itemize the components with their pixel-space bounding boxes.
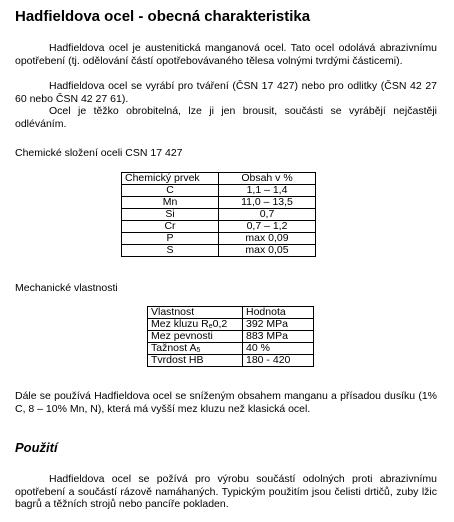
value-cell: 40 % [243, 343, 314, 355]
property-cell: Mez kluzu $R_e0,2$ [148, 319, 243, 331]
table-row [122, 185, 316, 197]
chemical-composition-table [121, 172, 316, 257]
property-cell: Tažnost $A_5$ [148, 343, 243, 355]
table-row [148, 343, 314, 355]
property-cell: Tvrdost HB [148, 355, 243, 367]
usage-heading: Použití [15, 440, 58, 455]
intro-paragraph-2: Hadfieldova ocel se vyrábí pro tváření (ČSN 17 427) nebo pro odlitky (ČSN 42 27 60 nebo ČSN 42 27 61). [15, 80, 437, 105]
column-header: Chemický prvek [122, 173, 219, 185]
mechanical-properties-table [147, 306, 314, 367]
value-cell: 883 MPa [243, 331, 314, 343]
variant-paragraph: Dále se používá Hadfieldova ocel se sníženým obsahem manganu a přísadou dusíku (1% C, 8 – 10% Mn, N), která má vyšší mez kluzu než klasická ocel. [15, 390, 437, 415]
content-cell: max 0,09 [219, 233, 316, 245]
element-cell: Cr [122, 221, 219, 233]
column-header: Hodnota [243, 307, 314, 319]
content-cell: 0,7 [219, 209, 316, 221]
element-cell: Si [122, 209, 219, 221]
content-cell: max 0,05 [219, 245, 316, 257]
table-row [148, 331, 314, 343]
content-cell: 11,0 – 13,5 [219, 197, 316, 209]
table-row [122, 221, 316, 233]
table-row [122, 197, 316, 209]
content-cell: 1,1 – 1,4 [219, 185, 316, 197]
column-header: Vlastnost [148, 307, 243, 319]
chem-caption: Chemické složení oceli CSN 17 427 [15, 147, 183, 159]
content-cell: 0,7 – 1,2 [219, 221, 316, 233]
page-title: Hadfieldova ocel - obecná charakteristika [15, 8, 311, 25]
mech-caption: Mechanické vlastnosti [15, 282, 118, 294]
column-header: Obsah v % [219, 173, 316, 185]
table-row [148, 319, 314, 331]
value-cell: 180 - 420 [243, 355, 314, 367]
usage-paragraph: Hadfieldova ocel se požívá pro výrobu součástí odolných proti abrazivnímu opotřebení a součástí rázově namáhaných. Typickým použitím jsou čelisti drtičů, zuby lžic bagrů a těžních strojů nebo pancíře pokladen. [15, 473, 437, 510]
element-cell: Mn [122, 197, 219, 209]
table-row [122, 233, 316, 245]
intro-paragraph-3: Ocel je těžko obrobitelná, lze ji jen brousit, součásti se vyrábějí nejčastěji odléváním. [15, 105, 437, 130]
property-cell: Mez pevnosti [148, 331, 243, 343]
table-row [148, 355, 314, 367]
intro-paragraph-1: Hadfieldova ocel je austenitická manganová ocel. Tato ocel odolává abrazivnímu opotřebení (tj. odělování částí opotřebovávaného tělesa volnými tvrdými částicemi). [15, 42, 437, 67]
element-cell: S [122, 245, 219, 257]
element-cell: P [122, 233, 219, 245]
table-header-row [122, 173, 316, 185]
table-row [122, 209, 316, 221]
value-cell: 392 MPa [243, 319, 314, 331]
table-header-row [148, 307, 314, 319]
element-cell: C [122, 185, 219, 197]
table-row [122, 245, 316, 257]
